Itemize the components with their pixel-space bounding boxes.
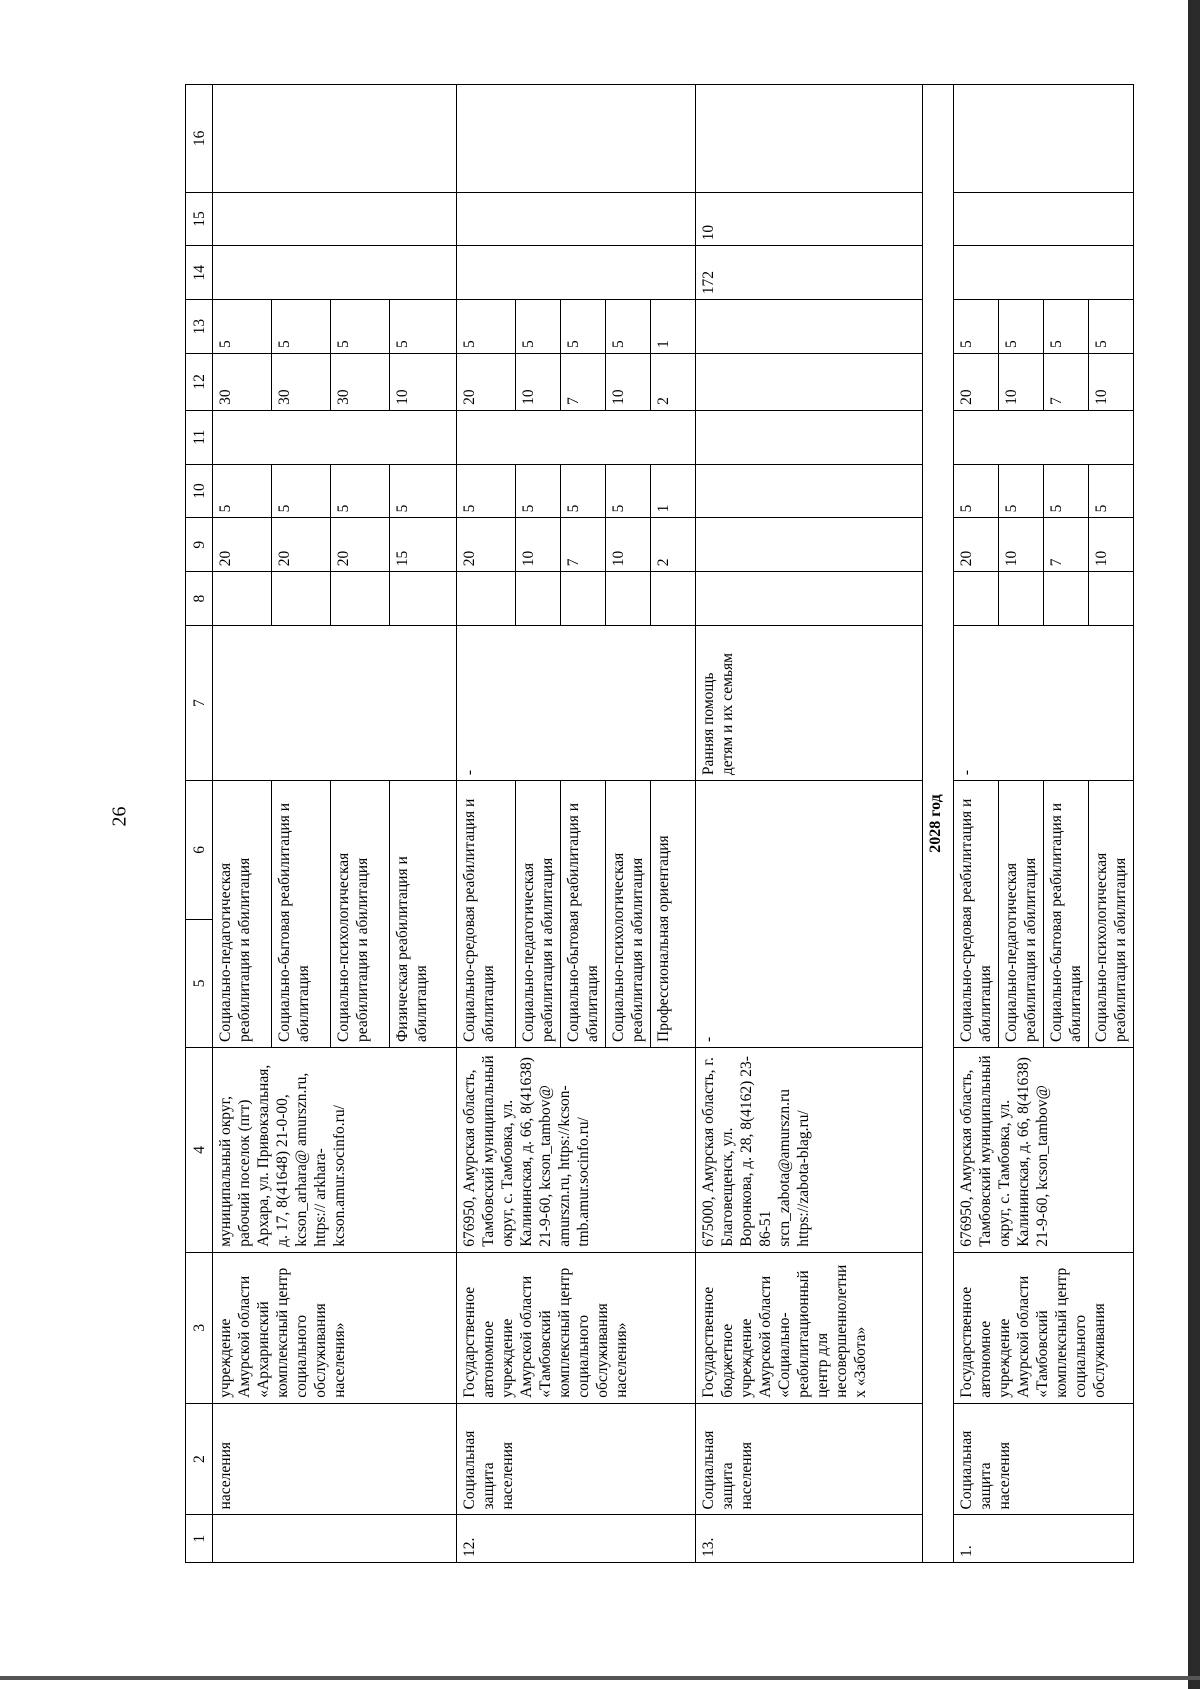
header-cell: 7	[186, 625, 213, 780]
col12-cell	[696, 353, 923, 410]
col12-cell: 20 10 7 10 2	[457, 353, 696, 410]
subservice-names	[457, 781, 696, 1048]
address-cell: 676950, Амурская область, Тамбовский муниципальный округ, с. Тамбовка, ул. Калининская, д. 66, 8(41638) 21-9-60, kcson_tambov@	[954, 1047, 1134, 1252]
col15-cell	[213, 192, 457, 246]
header-cell: 2	[186, 1403, 213, 1515]
col11-cell	[457, 410, 696, 464]
header-cell: 13	[186, 300, 213, 354]
col7-cell: -	[457, 625, 696, 780]
header-cell: 9	[186, 518, 213, 572]
sphere-cell: населения	[213, 1403, 457, 1515]
col7-cell: -	[954, 625, 1134, 780]
row-number: 13.	[696, 1515, 923, 1563]
header-cell: 11	[186, 410, 213, 464]
subservice-name: Социально-средовая реабилитация и абилитация	[954, 781, 999, 1047]
col13-cell: 5 5 5 5 1	[457, 300, 696, 354]
table-row	[213, 85, 457, 1563]
year-label: 2028 год	[923, 85, 954, 1563]
scan-edge-bottom	[0, 1676, 1200, 1680]
col16-cell	[954, 85, 1134, 193]
header-cell: 5	[186, 919, 213, 1047]
col9-cell: 20 10 7 10 2	[457, 518, 696, 572]
col13-cell: 5 5 5 5	[954, 300, 1134, 354]
address-cell: 676950, Амурская область, Тамбовский муниципальный округ, с. Тамбовка, ул. Калининская, д. 66, 8(41638) 21-9-60, kcson_tambov@ amurszn.ru, https://kcson-tmb.amur.socinfo.ru/	[457, 1047, 696, 1252]
subservice-name: Физическая реабилитация и абилитация	[394, 856, 430, 1042]
col11-cell	[213, 410, 457, 464]
subservice-name: Социально-психологическая реабилитация и абилитация	[331, 781, 390, 1047]
col14-cell	[954, 246, 1134, 300]
year-row	[923, 85, 954, 1563]
col12-cell: 30 30 30 10	[213, 353, 457, 410]
address-cell: 675000, Амурская область, г. Благовещенск, ул. Воронкова, д. 28, 8(4162) 23-86-51 srcn_zabota@amurszn.ru https://zabota-blag.ru/	[696, 1047, 923, 1252]
table-row	[696, 85, 923, 1563]
col10-cell: 5 5 5 5	[954, 464, 1134, 518]
header-row	[186, 85, 213, 1563]
col11-cell	[696, 410, 923, 464]
subservice-name: Социально-бытовая реабилитация и абилитация	[1044, 781, 1089, 1047]
row-number	[213, 1515, 457, 1563]
col8-cell	[457, 572, 696, 626]
programme-table	[185, 84, 1134, 1563]
col10-cell	[696, 464, 923, 518]
header-cell: 6	[186, 781, 213, 920]
col7-cell	[213, 625, 457, 780]
subservice-name: Социально-бытовая реабилитация и абилитация	[561, 781, 606, 1047]
subservice-name: Социально-педагогическая реабилитация и абилитация	[999, 781, 1044, 1047]
col16-cell	[696, 85, 923, 193]
header-cell: 8	[186, 572, 213, 626]
row-number: 12.	[457, 1515, 696, 1563]
col14-cell	[213, 246, 457, 300]
col9-cell: 20 20 20 15	[213, 518, 457, 572]
col7-cell: Ранняя помощь детям и их семьям	[696, 625, 923, 780]
subservice-names	[954, 781, 1134, 1048]
organization-cell: Государственное автономное учреждение Амурской области «Тамбовский комплексный центр социального обслуживания	[954, 1252, 1134, 1403]
header-cell: 1	[186, 1515, 213, 1563]
col5-cell: -	[696, 781, 923, 1048]
col8-cell	[213, 572, 457, 626]
col15-cell	[457, 192, 696, 246]
subservice-name: Социально-бытовая реабилитация и абилитация	[272, 781, 331, 1047]
subservice-name: Социально-педагогическая реабилитация и абилитация	[213, 781, 272, 1047]
header-cell: 4	[186, 1047, 213, 1252]
col8-cell	[954, 572, 1134, 626]
sphere-cell: Социальная защита населения	[954, 1403, 1134, 1515]
header-cell: 14	[186, 246, 213, 300]
rotated-table-container	[185, 84, 1200, 1563]
col16-cell	[213, 85, 457, 193]
col12-cell: 20 10 7 10	[954, 353, 1134, 410]
sphere-cell: Социальная защита населения	[457, 1403, 696, 1515]
col15-cell	[954, 192, 1134, 246]
col15-cell: 10	[696, 192, 923, 246]
address-cell: муниципальный округ, рабочий поселок (пгт) Архара, ул. Привокзальная, д. 17, 8(41648) 21-0-00, kcson_arhara@ amurszn.ru, https:// arkhara-kcson.amur.socinfo.ru/	[213, 1047, 457, 1252]
organization-cell: учреждение Амурской области «Архаринский комплексный центр социального обслуживания населения»	[213, 1252, 457, 1403]
header-cell: 3	[186, 1252, 213, 1403]
col11-cell	[954, 410, 1134, 464]
col13-cell	[696, 300, 923, 354]
header-cell: 10	[186, 464, 213, 518]
col9-cell: 20 10 7 10	[954, 518, 1134, 572]
subservice-name: Социально-психологическая реабилитация и абилитация	[1093, 852, 1129, 1042]
header-cell: 12	[186, 353, 213, 410]
organization-cell: Государственное автономное учреждение Амурской области «Тамбовский комплексный центр социального обслуживания населения»	[457, 1252, 696, 1403]
subservice-name: Социально-педагогическая реабилитация и абилитация	[516, 781, 561, 1047]
header-cell: 15	[186, 192, 213, 246]
col10-cell: 5 5 5 5	[213, 464, 457, 518]
subservice-names	[213, 781, 457, 1048]
col8-cell	[696, 572, 923, 626]
col16-cell	[457, 85, 696, 193]
col14-cell	[457, 246, 696, 300]
subservice-name: Социально-средовая реабилитация и абилитация	[457, 781, 516, 1047]
subservice-name: Социально-психологическая реабилитация и абилитация	[606, 781, 651, 1047]
row-number: 1.	[954, 1515, 1134, 1563]
col10-cell: 5 5 5 5 1	[457, 464, 696, 518]
table-row	[457, 85, 696, 1563]
header-cell: 16	[186, 85, 213, 193]
col9-cell	[696, 518, 923, 572]
page-number: 26	[108, 806, 131, 827]
subservice-name: Профессиональная ориентация	[655, 835, 672, 1042]
col14-cell: 172	[696, 246, 923, 300]
sphere-cell: Социальная защита населения	[696, 1403, 923, 1515]
table-row	[954, 85, 1134, 1563]
col13-cell: 5 5 5 5	[213, 300, 457, 354]
organization-cell: Государственное бюджетное учреждение Амурской области «Социально-реабилитационный центр для несовершеннолетних «Забота»	[696, 1252, 923, 1403]
